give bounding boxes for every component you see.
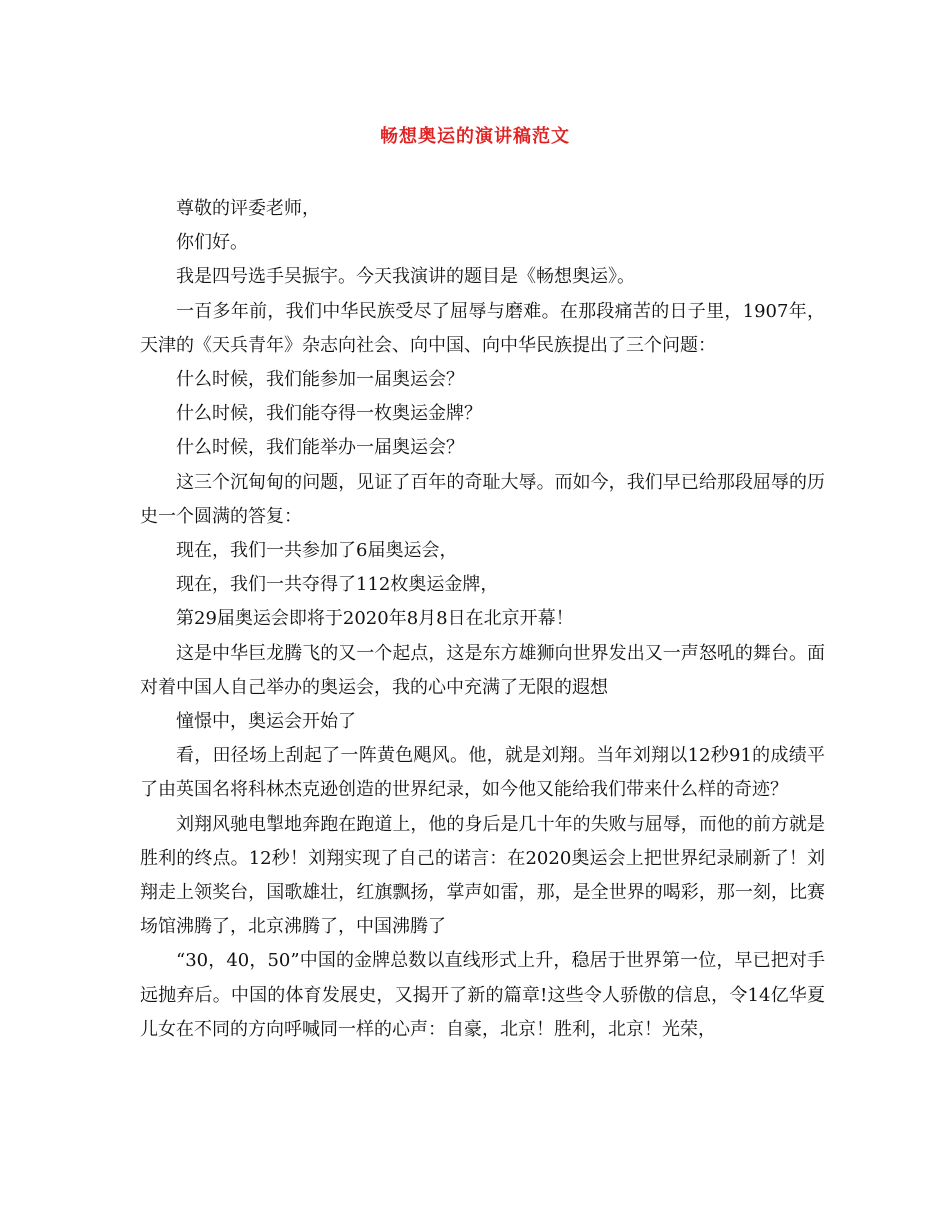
paragraph: 现在，我们一共夺得了112枚奥运金牌， (176, 574, 499, 596)
paragraph: 憧憬中，奥运会开始了 (176, 711, 356, 733)
paragraph: 我是四号选手吴振宇。今天我演讲的题目是《畅想奥运》。 (176, 266, 635, 288)
paragraph: 刘翔风驰电掣地奔跑在跑道上，他的身后是几十年的失败与屈辱，而他的前方就是胜利的终点。12秒！刘翔实现了自己的诺言：在2020奥运会上把世界纪录刷新了！刘翔走上领奖台，国歌雄壮，红旗飘扬，掌声如雷，那，是全世界的喝彩，那一刻，比赛场馆沸腾了，北京沸腾了，中国沸腾了 (140, 813, 825, 938)
paragraph: 你们好。 (176, 232, 248, 254)
paragraph: 看，田径场上刮起了一阵黄色飓风。他，就是刘翔。当年刘翔以12秒91的成绩平了由英国名将科林杰克逊创造的世界纪录，如今他又能给我们带来什么样的奇迹？ (140, 745, 825, 801)
paragraph: “30，40，50”中国的金牌总数以直线形式上升，稳居于世界第一位，早已把对手远抛弃后。中国的体育发展史，又揭开了新的篇章!这些令人骄傲的信息，令14亿华夏儿女在不同的方向呼喊同一样的心声：自豪，北京！胜利，北京！光荣， (140, 950, 825, 1040)
document-body (140, 192, 825, 1047)
paragraph: 现在，我们一共参加了6届奥运会， (176, 540, 458, 562)
paragraph: 一百多年前，我们中华民族受尽了屈辱与磨难。在那段痛苦的日子里，1907年，天津的《天兵青年》杂志向社会、向中国、向中华民族提出了三个问题： (140, 300, 825, 356)
paragraph: 什么时候，我们能举办一届奥运会？ (176, 437, 464, 459)
paragraph: 尊敬的评委老师， (176, 198, 320, 219)
paragraph: 什么时候，我们能夺得一枚奥运金牌？ (176, 403, 482, 425)
document-title: 畅想奥运的演讲稿范文 (380, 126, 570, 147)
paragraph: 这三个沉甸甸的问题，见证了百年的奇耻大辱。而如今，我们早已给那段屈辱的历史一个圆满的答复： (140, 471, 825, 527)
paragraph: 这是中华巨龙腾飞的又一个起点，这是东方雄狮向世界发出又一声怒吼的舞台。面对着中国人自己举办的奥运会，我的心中充满了无限的遐想 (140, 642, 825, 698)
paragraph: 第29届奥运会即将于2020年8月8日在北京开幕！ (176, 608, 574, 630)
paragraph: 什么时候，我们能参加一届奥运会？ (176, 369, 464, 391)
